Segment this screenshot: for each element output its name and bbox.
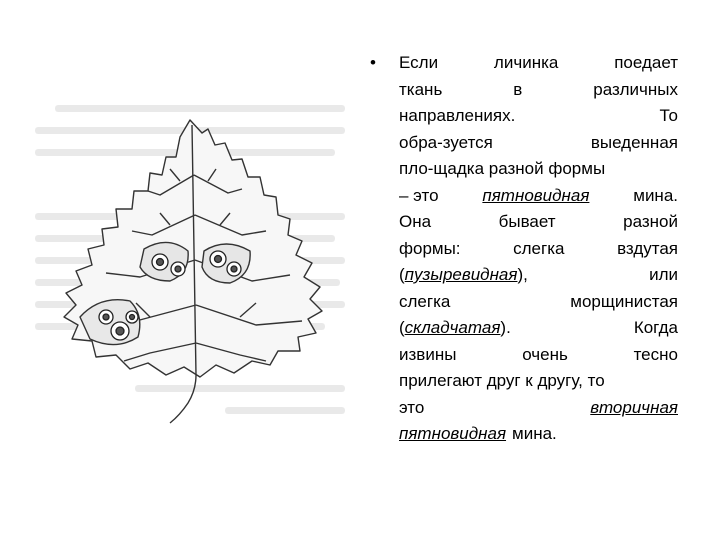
- text-line: [399, 368, 678, 395]
- word: формы:: [399, 238, 461, 258]
- word: разной: [623, 212, 678, 231]
- word: ткань: [399, 79, 443, 99]
- word: вздутая: [617, 238, 678, 258]
- word: морщинистая: [570, 291, 678, 311]
- word: пло-щадка разной формы: [399, 159, 606, 178]
- word: извины: [399, 344, 457, 364]
- word: это: [399, 397, 425, 417]
- paragraph-lines: [399, 50, 678, 448]
- word: различных: [593, 79, 678, 99]
- word: Она: [399, 212, 432, 231]
- term-blister-mine: пузыревидная: [404, 265, 518, 284]
- word: бывает: [498, 212, 556, 231]
- word: слегка: [399, 291, 451, 311]
- text-line: [399, 209, 678, 236]
- word: поедает: [614, 53, 678, 72]
- word: То: [659, 106, 678, 125]
- word: мина.: [512, 424, 557, 443]
- text-line: [399, 236, 678, 263]
- term-tentiform-mine: складчатая: [404, 318, 501, 337]
- word: мина.: [633, 185, 678, 205]
- word: Если: [399, 53, 439, 72]
- text-line: [399, 315, 678, 342]
- text-line: [399, 50, 678, 77]
- word-group: (складчатая).: [399, 318, 511, 337]
- text-line: [399, 77, 678, 104]
- word: прилегают друг к другу, то: [399, 371, 605, 390]
- text-line: [399, 156, 678, 183]
- word: или: [649, 265, 678, 284]
- term-secondary: вторичная: [590, 397, 678, 417]
- word: направлениях.: [399, 106, 516, 125]
- word-group: (пузыревидная),: [399, 265, 528, 284]
- word: выеденная: [590, 132, 678, 152]
- text-line: [399, 183, 678, 210]
- word: очень: [522, 344, 568, 364]
- text-line: [399, 421, 678, 448]
- word: личинка: [493, 53, 559, 72]
- text-line: [399, 395, 678, 422]
- text-line: [399, 103, 678, 130]
- word: Когда: [633, 318, 678, 337]
- text-line: [399, 262, 678, 289]
- word: слегка: [513, 238, 565, 258]
- word: тесно: [633, 344, 678, 364]
- word: обра-зуется: [399, 132, 493, 152]
- word: – это: [399, 185, 439, 205]
- text-line: [399, 130, 678, 157]
- word: в: [513, 79, 523, 99]
- term-blotch: пятновидная: [399, 424, 507, 443]
- text-line: [399, 342, 678, 369]
- term-blotch-mine: пятновидная: [482, 185, 590, 205]
- leaf-with-blotch-mines-icon: [20, 85, 360, 435]
- bullet-marker: •: [370, 53, 376, 72]
- text-line: [399, 289, 678, 316]
